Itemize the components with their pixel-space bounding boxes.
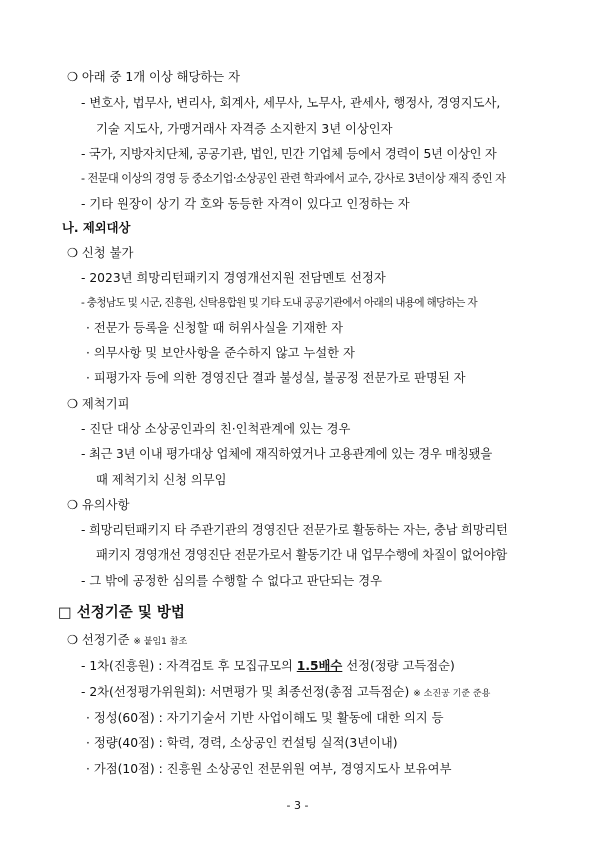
recusal-item: - 최근 3년 이내 평가대상 업체에 재직하였거나 고용관계에 있는 경우 매칭됐을: [81, 447, 492, 461]
apply-ban-subitem: · 피평가자 등에 의한 경영진단 결과 불성실, 불공정 전문가로 판명된 자: [86, 371, 466, 385]
stage1-suffix: 선정(정량 고득점순): [342, 659, 455, 673]
qualification-item: - 변호사, 법무사, 변리사, 회계사, 세무사, 노무사, 관세사, 행정사, 경영지도사,: [81, 96, 501, 110]
score-item: · 정량(40점) : 학력, 경력, 소상공인 컨설팅 실적(3년이내): [86, 736, 398, 750]
stage1-prefix: - 1차(진흥원) : 자격검토 후 모집규모의: [81, 659, 297, 673]
notes-item: - 희망리턴패키지 타 주관기관의 경영진단 전문가로 활동하는 자는, 충남 희망리턴: [81, 523, 508, 537]
qualification-intro: ❍ 아래 중 1개 이상 해당하는 자: [67, 70, 240, 84]
recusal-item: 때 제척기치 신청 의무임: [96, 473, 227, 487]
notes-item: 패키지 경영개선 경영진단 전문가로서 활동기간 내 업무수행에 차질이 없어야함: [96, 548, 507, 562]
exclusion-title: 나. 제외대상: [62, 221, 131, 235]
apply-ban-subitem: · 의무사항 및 보안사항을 준수하지 않고 누설한 자: [86, 346, 355, 360]
criteria-title: ❍ 선정기준: [67, 633, 130, 647]
stage2-note: ※ 소진공 기준 준용: [413, 689, 491, 699]
stage2-text: - 2차(선정평가위원회): 서면평가 및 최종선정(총점 고득점순): [81, 685, 410, 699]
selection-heading: □ 선정기준 및 방법: [58, 605, 185, 621]
recusal-title: ❍ 제척기피: [67, 397, 130, 411]
qualification-item: 기술 지도사, 가맹거래사 자격증 소지한지 3년 이상인자: [96, 122, 393, 136]
apply-ban-item: - 2023년 희망리턴패키지 경영개선지원 전담멘토 선정자: [81, 271, 386, 285]
apply-ban-item: - 충청남도 및 시군, 진흥원, 신탁용합원 및 기타 도내 공공기관에서 아래의 내용에 해당하는 자: [81, 297, 477, 309]
stage1-emphasis: 1.5배수: [296, 659, 343, 673]
score-item: · 가점(10점) : 진흥원 소상공인 전문위원 여부, 경영지도사 보유여부: [86, 762, 452, 776]
qualification-item: - 기타 원장이 상기 각 호와 동등한 자격이 있다고 인정하는 자: [81, 197, 410, 211]
criteria-note: ※ 붙임1 참조: [133, 637, 188, 647]
qualification-item: - 전문대 이상의 경영 등 중소기업·소상공인 관련 학과에서 교수, 강사로 3년이상 재직 중인 자: [81, 172, 506, 185]
stage1-line: [81, 658, 455, 674]
page-number: - 3 -: [286, 799, 309, 812]
notes-title: ❍ 유의사항: [67, 498, 130, 512]
recusal-item: - 진단 대상 소상공인과의 친·인척관계에 있는 경우: [81, 422, 351, 436]
qualification-item: - 국가, 지방자치단체, 공공기관, 법인, 민간 기업체 등에서 경력이 5년 이상인 자: [81, 147, 497, 161]
score-item: · 정성(60점) : 자기기술서 기반 사업이해도 및 활동에 대한 의지 등: [86, 711, 444, 725]
apply-ban-subitem: · 전문가 등록을 신청할 때 허위사실을 기재한 자: [86, 321, 343, 335]
apply-ban-title: ❍ 신청 불가: [67, 246, 134, 260]
notes-item: - 그 밖에 공정한 심의를 수행할 수 없다고 판단되는 경우: [81, 574, 382, 588]
stage2-line: [81, 684, 490, 702]
criteria-line: [67, 632, 187, 650]
